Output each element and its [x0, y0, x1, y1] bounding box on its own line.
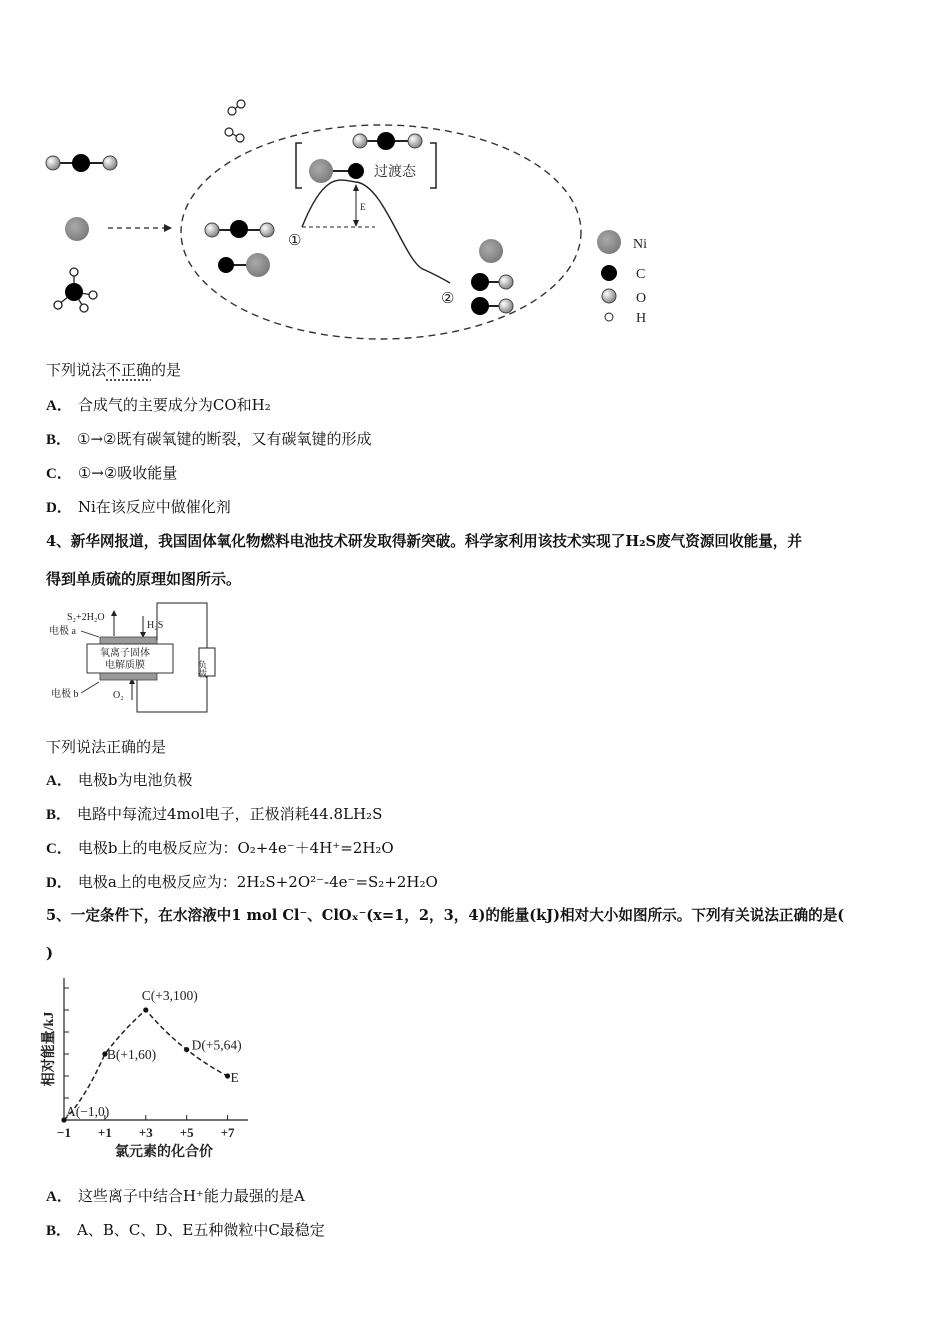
chart-marks	[61, 988, 241, 1123]
q4-question: 下列说法正确的是	[46, 738, 167, 756]
q4-stem-line1: 4、新华网报道，我国固体氧化物燃料电池技术研发取得新突破。科学家利用该技术实现了H₂S废气资源回收能量，并	[46, 533, 802, 550]
q4-option-b[interactable]: B． 电路中每流过4mol电子，正极消耗44.8LH₂S	[46, 805, 383, 823]
x-tick-label: +5	[179, 1125, 194, 1140]
chart-axes	[40, 978, 248, 1160]
top-reactant-label: H₂S	[147, 620, 164, 631]
data-label: C(+3,100)	[141, 988, 198, 1003]
reaction-mechanism-figure	[40, 95, 680, 345]
q3-option-b[interactable]: B． ①→②既有碳氧键的断裂，又有碳氧键的形成	[46, 430, 372, 448]
q5-option-a[interactable]: A． 这些离子中结合H⁺能力最强的是A	[46, 1187, 305, 1205]
process-arrow	[108, 224, 172, 232]
marker-1: ①	[288, 233, 302, 249]
membrane-label-2: 电解质膜	[105, 660, 145, 671]
q4-option-d[interactable]: D． 电极a上的电极反应为：2H₂S+2O²⁻-4e⁻=S₂+2H₂O	[46, 873, 438, 891]
q3-option-a[interactable]: A． 合成气的主要成分为CO和H₂	[46, 396, 271, 414]
q4-option-a[interactable]: A． 电极b为电池负极	[46, 771, 193, 789]
q5-stem-line1: 5、一定条件下，在水溶液中1 mol Cl⁻、ClOₓ⁻(x=1，2，3，4)的能量(kJ)相对大小如图所示。下列有关说法正确的是(	[46, 907, 845, 924]
q3-option-d[interactable]: D． Ni在该反应中做催化剂	[46, 498, 231, 516]
x-tick-label: +1	[97, 1125, 112, 1140]
data-point	[184, 1047, 189, 1052]
q3-option-c[interactable]: C． ①→②吸收能量	[46, 464, 178, 482]
co-products	[471, 273, 513, 315]
x-tick-label: +7	[220, 1125, 235, 1140]
o2-label: O₂	[113, 690, 124, 701]
energy-label: E	[360, 202, 366, 212]
q4-stem-line2: 得到单质硫的原理如图所示。	[46, 570, 242, 588]
atom-legend	[597, 230, 647, 326]
energy-curve	[302, 180, 450, 283]
electrode-a	[100, 637, 157, 644]
data-point	[225, 1073, 230, 1078]
transition-state-label: 过渡态	[374, 165, 416, 180]
electrode-b	[100, 673, 157, 680]
legend-o: O	[636, 291, 647, 306]
electrode-a-label: 电极 a	[49, 626, 76, 637]
ch4-molecule	[54, 268, 97, 312]
data-label: E	[230, 1070, 239, 1085]
fuel-cell-figure	[45, 600, 220, 718]
membrane-label-1: 氧离子固体	[100, 648, 150, 659]
x-axis-label: 氯元素的化合价	[115, 1145, 213, 1160]
data-point	[143, 1007, 148, 1012]
q5-stem-line2: )	[46, 944, 54, 962]
transition-state-box	[296, 132, 436, 188]
co2-molecule-inside	[205, 220, 274, 238]
ni-c-adsorbed	[218, 253, 270, 277]
h2-molecules	[225, 100, 245, 142]
y-axis-label: 相对能量/kJ	[42, 1011, 57, 1087]
energy-chart	[40, 970, 270, 1165]
legend-ni: Ni	[633, 237, 647, 252]
x-tick-label: +3	[138, 1125, 153, 1140]
data-label: A(−1,0)	[66, 1104, 110, 1119]
q3-emphasis: 不正确	[106, 361, 152, 379]
data-label: B(+1,60)	[106, 1047, 157, 1062]
q3-stem: 下列说法不正确的是	[46, 361, 182, 379]
data-label: D(+5,64)	[191, 1037, 242, 1053]
marker-2: ②	[441, 291, 455, 307]
legend-h: H	[636, 311, 647, 326]
x-tick-label: −1	[57, 1125, 71, 1140]
legend-c: C	[636, 267, 646, 282]
ni-atom-left	[65, 217, 89, 241]
load-label: 负载	[197, 660, 207, 678]
electrode-b-label: 电极 b	[51, 689, 79, 700]
top-product-label: S₂+2H₂O	[67, 612, 105, 623]
co2-molecule-left	[46, 154, 117, 172]
q4-option-c[interactable]: C． 电极b上的电极反应为：O₂+4e⁻＋4H⁺=2H₂O	[46, 839, 394, 857]
q5-option-b[interactable]: B． A、B、C、D、E五种微粒中C最稳定	[46, 1221, 325, 1239]
ni-atom-product	[479, 239, 503, 263]
